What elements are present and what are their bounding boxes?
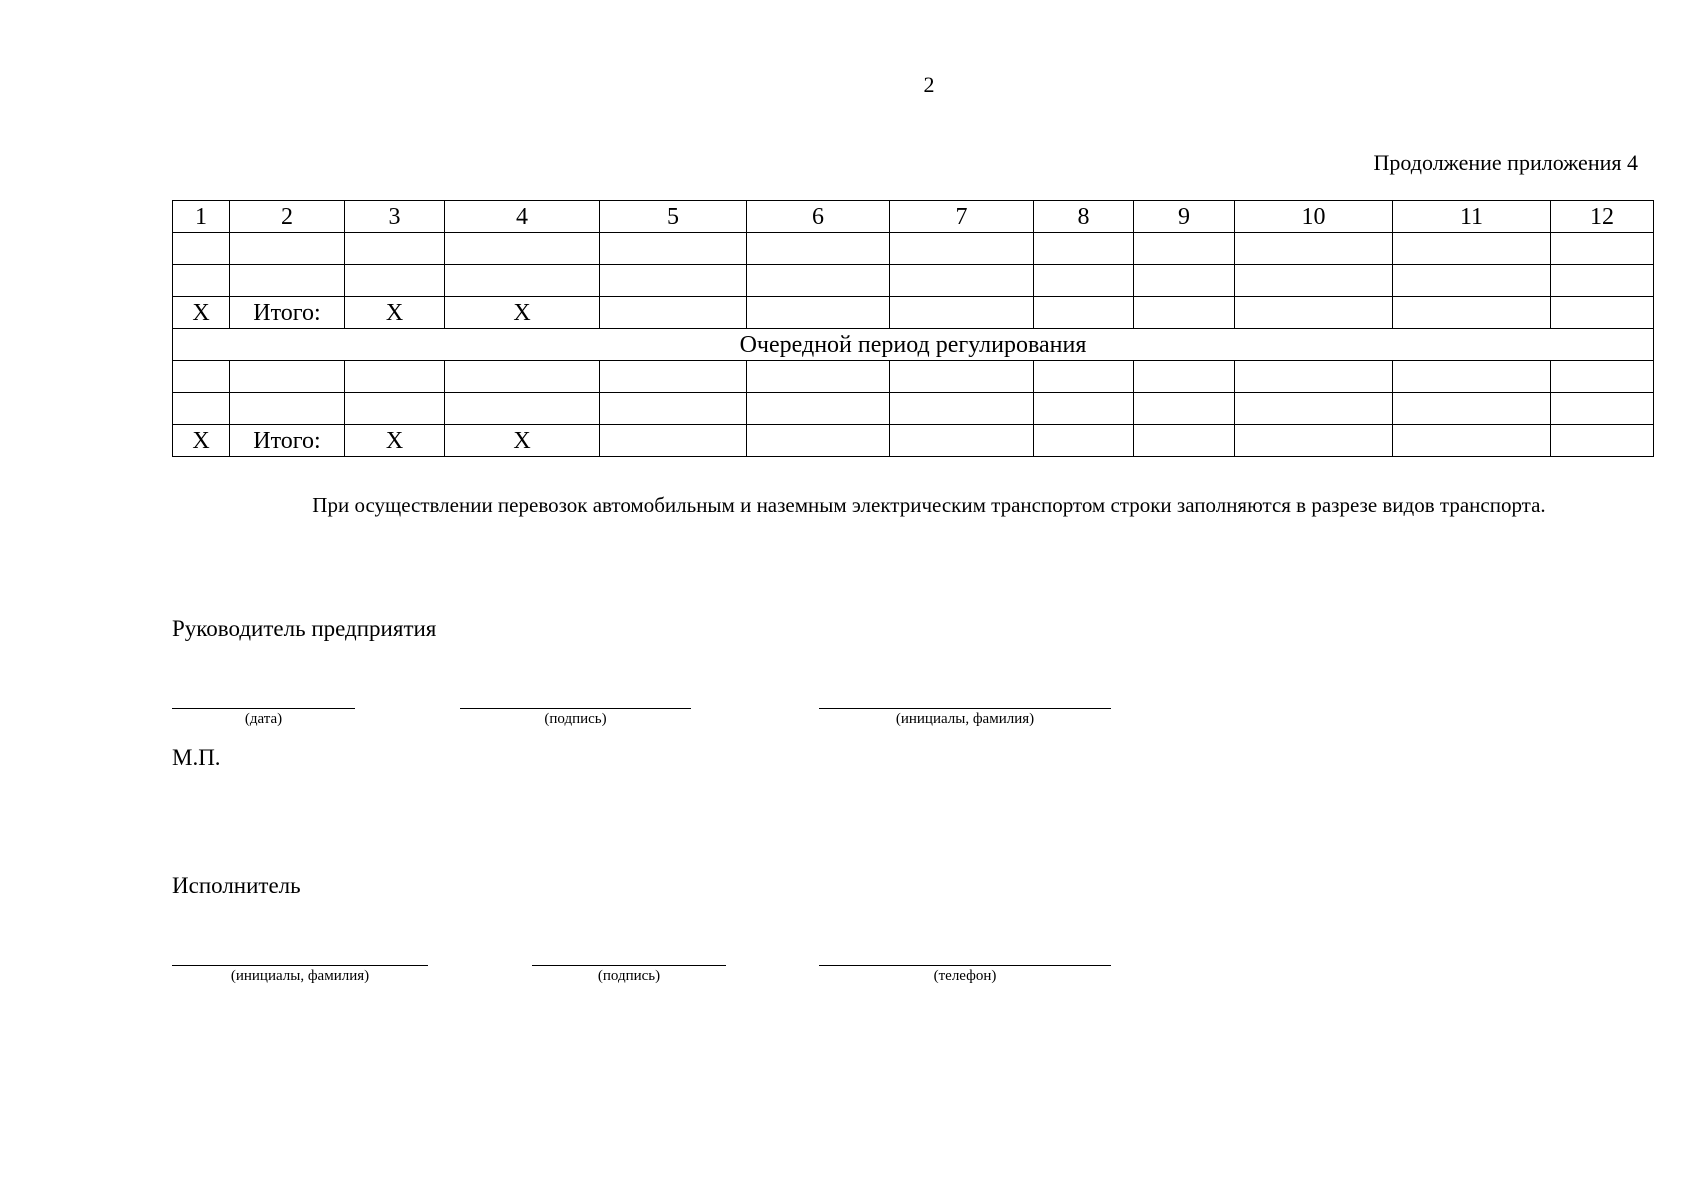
total-label: Итого: bbox=[230, 297, 345, 329]
table-cell bbox=[1551, 297, 1654, 329]
table-cell bbox=[445, 393, 600, 425]
header-cell: 5 bbox=[600, 201, 747, 233]
table-cell: X bbox=[345, 297, 445, 329]
table-cell bbox=[345, 265, 445, 297]
header-cell: 3 bbox=[345, 201, 445, 233]
table-cell bbox=[230, 361, 345, 393]
header-cell: 10 bbox=[1235, 201, 1393, 233]
table-cell bbox=[1235, 265, 1393, 297]
table-cell bbox=[1551, 233, 1654, 265]
table-cell bbox=[173, 361, 230, 393]
total-label: Итого: bbox=[230, 425, 345, 457]
table-cell bbox=[445, 361, 600, 393]
table-cell bbox=[173, 393, 230, 425]
table-cell bbox=[747, 265, 890, 297]
initials-line bbox=[819, 708, 1111, 709]
table-cell bbox=[1034, 233, 1134, 265]
table-cell bbox=[1134, 265, 1235, 297]
table-cell bbox=[1551, 265, 1654, 297]
table-cell bbox=[600, 265, 747, 297]
table-cell bbox=[173, 265, 230, 297]
header-cell: 4 bbox=[445, 201, 600, 233]
table-cell bbox=[600, 361, 747, 393]
table-cell bbox=[230, 233, 345, 265]
table-cell: X bbox=[445, 297, 600, 329]
table-cell bbox=[230, 265, 345, 297]
executor-title: Исполнитель bbox=[172, 873, 301, 898]
table-cell bbox=[1034, 361, 1134, 393]
table-cell: X bbox=[345, 425, 445, 457]
table-cell bbox=[1393, 233, 1551, 265]
table-cell bbox=[1034, 425, 1134, 457]
date-line bbox=[172, 708, 355, 709]
table-cell bbox=[1235, 297, 1393, 329]
table-cell bbox=[890, 297, 1034, 329]
initials-caption: (инициалы, фамилия) bbox=[895, 711, 1035, 727]
appendix-continuation-note: Продолжение приложения 4 bbox=[1373, 150, 1638, 175]
table-cell bbox=[890, 393, 1034, 425]
executor-initials-caption: (инициалы, фамилия) bbox=[230, 968, 370, 984]
executor-signature-caption: (подпись) bbox=[597, 968, 661, 984]
table-row bbox=[173, 393, 1654, 425]
signature-caption: (подпись) bbox=[544, 711, 607, 727]
table-cell bbox=[1134, 297, 1235, 329]
table-cell bbox=[1235, 393, 1393, 425]
table-cell bbox=[747, 393, 890, 425]
table-cell bbox=[600, 297, 747, 329]
table-cell bbox=[1134, 233, 1235, 265]
phone-line bbox=[819, 965, 1111, 966]
table-cell bbox=[445, 265, 600, 297]
table-cell bbox=[1393, 393, 1551, 425]
table-cell bbox=[1034, 265, 1134, 297]
total-row bbox=[173, 425, 1654, 457]
table-cell bbox=[1393, 265, 1551, 297]
table-cell bbox=[890, 425, 1034, 457]
header-cell: 2 bbox=[230, 201, 345, 233]
table-cell bbox=[345, 393, 445, 425]
table-cell bbox=[1134, 425, 1235, 457]
section-heading: Очередной период регулирования bbox=[173, 329, 1654, 361]
table-cell bbox=[890, 361, 1034, 393]
header-cell: 11 bbox=[1393, 201, 1551, 233]
signature-line bbox=[460, 708, 691, 709]
table-cell bbox=[345, 233, 445, 265]
table-row bbox=[173, 361, 1654, 393]
table-cell bbox=[890, 265, 1034, 297]
table-row bbox=[173, 233, 1654, 265]
table-cell bbox=[1551, 393, 1654, 425]
table-cell bbox=[1134, 393, 1235, 425]
phone-caption: (телефон) bbox=[933, 968, 997, 984]
table-cell bbox=[1551, 425, 1654, 457]
table-cell bbox=[600, 233, 747, 265]
table-cell bbox=[747, 233, 890, 265]
table-cell bbox=[1034, 297, 1134, 329]
table-cell: X bbox=[173, 297, 230, 329]
table-cell bbox=[747, 425, 890, 457]
table-cell bbox=[747, 297, 890, 329]
executor-signature-line bbox=[532, 965, 726, 966]
table-cell bbox=[1393, 425, 1551, 457]
stamp-place: М.П. bbox=[172, 745, 221, 770]
table-cell bbox=[747, 361, 890, 393]
table-row bbox=[173, 265, 1654, 297]
header-cell: 12 bbox=[1551, 201, 1654, 233]
page-number: 2 bbox=[923, 72, 935, 97]
table-cell bbox=[230, 393, 345, 425]
table-cell bbox=[173, 233, 230, 265]
table-cell bbox=[445, 233, 600, 265]
table-cell bbox=[1235, 233, 1393, 265]
date-caption: (дата) bbox=[244, 711, 283, 727]
header-cell: 1 bbox=[173, 201, 230, 233]
total-row bbox=[173, 297, 1654, 329]
table-cell bbox=[345, 361, 445, 393]
table-cell bbox=[1235, 425, 1393, 457]
table-cell: X bbox=[173, 425, 230, 457]
table-cell bbox=[600, 425, 747, 457]
executor-initials-line bbox=[172, 965, 428, 966]
table-cell bbox=[1235, 361, 1393, 393]
header-cell: 8 bbox=[1034, 201, 1134, 233]
table-cell bbox=[1393, 361, 1551, 393]
section-row bbox=[173, 329, 1654, 361]
header-cell: 7 bbox=[890, 201, 1034, 233]
table-cell bbox=[600, 393, 747, 425]
header-cell: 9 bbox=[1134, 201, 1235, 233]
table-cell bbox=[1134, 361, 1235, 393]
table-header-row bbox=[173, 201, 1654, 233]
table-cell: X bbox=[445, 425, 600, 457]
table-cell bbox=[890, 233, 1034, 265]
table-cell bbox=[1393, 297, 1551, 329]
filling-note: При осуществлении перевозок автомобильным и наземным электрическим транспортом строки заполняются в разрезе видов транспорта. bbox=[312, 493, 1546, 517]
table-cell bbox=[1034, 393, 1134, 425]
table-cell bbox=[1551, 361, 1654, 393]
head-of-enterprise-title: Руководитель предприятия bbox=[172, 616, 437, 641]
header-cell: 6 bbox=[747, 201, 890, 233]
data-table bbox=[172, 200, 1654, 457]
